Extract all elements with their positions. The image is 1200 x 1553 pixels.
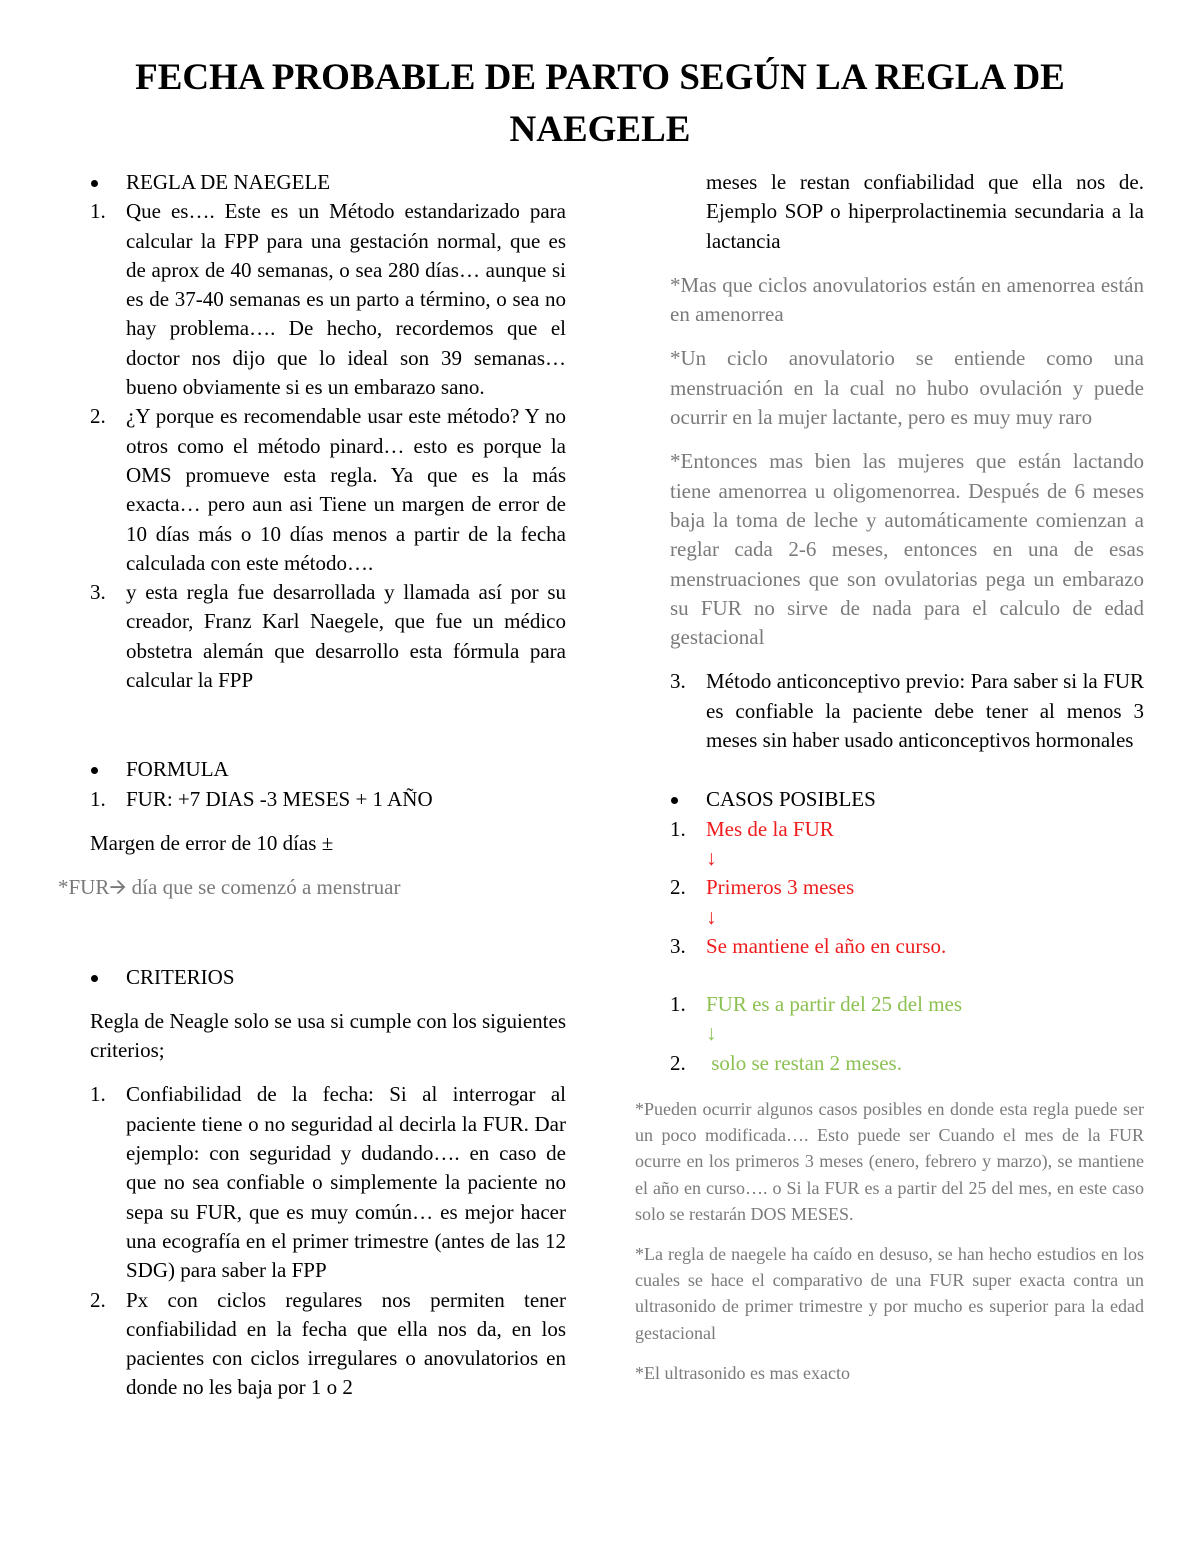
formula-text: FUR: +7 DIAS -3 MESES + 1 AÑO (126, 786, 433, 811)
list-item-text: y esta regla fue desarrollada y llamada así por su creador, Franz Karl Naegele, que fue un médico obstetra alemán que desarrollo esta fórmula para calcular la FPP (126, 580, 566, 693)
case-item (670, 1049, 1144, 1078)
note-lactancia: *Entonces mas bien las mujeres que están lactando tiene amenorrea u oligomenorrea. Después de 6 meses baja la toma de leche y automáticamente comienzan a reglar cada 2-6 meses, entonces en una de esas menstruaciones que son ovulatorias pega un embarazo su FUR no sirve de nada para el calculo de edad gestacional (670, 449, 1144, 650)
margin-error-text: Margen de error de 10 días ± (90, 830, 334, 855)
list-number: 2. (90, 1287, 106, 1312)
section-heading-regla (90, 168, 566, 197)
list-item-text: Que es…. Este es un Método estandarizado para calcular la FPP para una gestación normal, que es de aprox de 40 semanas, o sea 280 días… aunque si es de 37-40 semanas es un parto a término, o sea no hay problema…. De hecho, recordemos que el doctor nos dijo que lo ideal son 39 semanas… bueno obviamente si es un embarazo sano. (126, 199, 566, 400)
list-number: 2. (90, 404, 106, 429)
note-casos: *Pueden ocurrir algunos casos posibles en donde esta regla puede ser un poco modificada…. Esto puede ser Cuando el mes de la FUR ocurre en los primeros 3 meses (enero, febrero y marzo), se mantiene el año en curso…. o Si la FUR es a partir del 25 del mes, en este caso solo se restarán DOS MESES. (635, 1099, 1144, 1224)
list-number: 1. (670, 816, 686, 841)
list-number: 1. (90, 786, 106, 811)
list-item (90, 1080, 566, 1285)
fur-note (58, 873, 566, 902)
list-item-continuation (670, 168, 1144, 256)
list-item-text: ¿Y porque es recomendable usar este método? Y no otros como el método pinard… esto es porque la OMS promueve esta regla. Ya que es la más exacta… pero aun asi Tiene un margen de error de 10 días más o 10 días menos a partir de la fecha calculada con este método…. (126, 404, 566, 575)
list-number: 1. (90, 1082, 106, 1107)
list-number: 3. (670, 669, 686, 694)
list-number: 2. (670, 1050, 686, 1075)
case-item (670, 873, 1144, 932)
list-number: 3. (90, 580, 106, 605)
section-heading-formula (90, 755, 566, 784)
case-item (670, 932, 1144, 961)
list-item (90, 578, 566, 695)
list-number: 3. (670, 933, 686, 958)
list-item-text: Confiabilidad de la fecha: Si al interrogar al paciente tiene o no seguridad al decirla la FUR. Dar ejemplo: con seguridad y dudando…. en caso de que no sea confiable o simplemente la paciente no sepa su FUR, que es muy común… es mejor hacer una ecografía en el primer trimestre (antes de las 12 SDG) para saber la FPP (126, 1082, 566, 1283)
right-column (635, 168, 1144, 1386)
note-ultrasonido: *El ultrasonido es mas exacto (635, 1362, 850, 1383)
right-arrow-icon: 🡪 (109, 875, 127, 900)
list-item (670, 667, 1144, 755)
down-arrow-icon: ↓ (706, 1021, 717, 1046)
section-heading-criterios (90, 963, 566, 992)
section-heading-text: CASOS POSIBLES (706, 787, 876, 812)
case-text: Se mantiene el año en curso. (706, 933, 947, 958)
case-item (670, 815, 1144, 874)
list-item (90, 785, 566, 814)
note-amenorrea: *Mas que ciclos anovulatorios están en amenorrea están en amenorrea (670, 272, 1144, 327)
list-number: 1. (670, 992, 686, 1017)
fur-note-prefix: *FUR (58, 875, 110, 900)
fur-note-text: día que se comenzó a menstruar (126, 875, 401, 900)
case-text: Primeros 3 meses (706, 875, 855, 900)
document-title: FECHA PROBABLE DE PARTO SEGÚN LA REGLA DE NAEGELE (135, 57, 1065, 150)
case-text: solo se restan 2 meses. (706, 1050, 902, 1075)
section-heading-text: REGLA DE NAEGELE (126, 170, 331, 194)
section-heading-casos (670, 785, 1144, 814)
list-number: 1. (90, 199, 106, 224)
down-arrow-icon: ↓ (706, 904, 717, 929)
list-item (90, 1286, 566, 1403)
list-item-text: meses le restan confiabilidad que ella nos de. Ejemplo SOP o hiperprolactinemia secundaria a la lactancia (706, 170, 1144, 253)
left-column (58, 168, 566, 1403)
note-desuso: *La regla de naegele ha caído en desuso, se han hecho estudios en los cuales se hace el comparativo de una FUR super exacta contra un ultrasonido de primer trimestre y por mucho es superior para la edad gestacional (635, 1244, 1144, 1343)
list-item (90, 197, 566, 402)
criteria-intro: Regla de Neagle solo se usa si cumple con los siguientes criterios; (90, 1008, 566, 1063)
list-number: 2. (670, 875, 686, 900)
section-heading-text: FORMULA (126, 757, 229, 782)
list-item (90, 402, 566, 578)
case-text: FUR es a partir del 25 del mes (706, 992, 963, 1017)
down-arrow-icon: ↓ (706, 845, 717, 870)
section-heading-text: CRITERIOS (126, 964, 235, 989)
case-text: Mes de la FUR (706, 816, 834, 841)
list-item-text: Px con ciclos regulares nos permiten tener confiabilidad en la fecha que ella nos da, en los pacientes con ciclos irregulares o anovulatorios en donde no les baja por 1 o 2 (126, 1287, 566, 1400)
case-item (670, 990, 1144, 1049)
list-item-text: Método anticonceptivo previo: Para saber si la FUR es confiable la paciente debe tener al menos 3 meses sin haber usado anticonceptivos hormonales (706, 669, 1144, 753)
note-ciclo-anovulatorio: *Un ciclo anovulatorio se entiende como una menstruación en la cual no hubo ovulación y puede ocurrir en la mujer lactante, pero es muy muy raro (670, 346, 1144, 430)
